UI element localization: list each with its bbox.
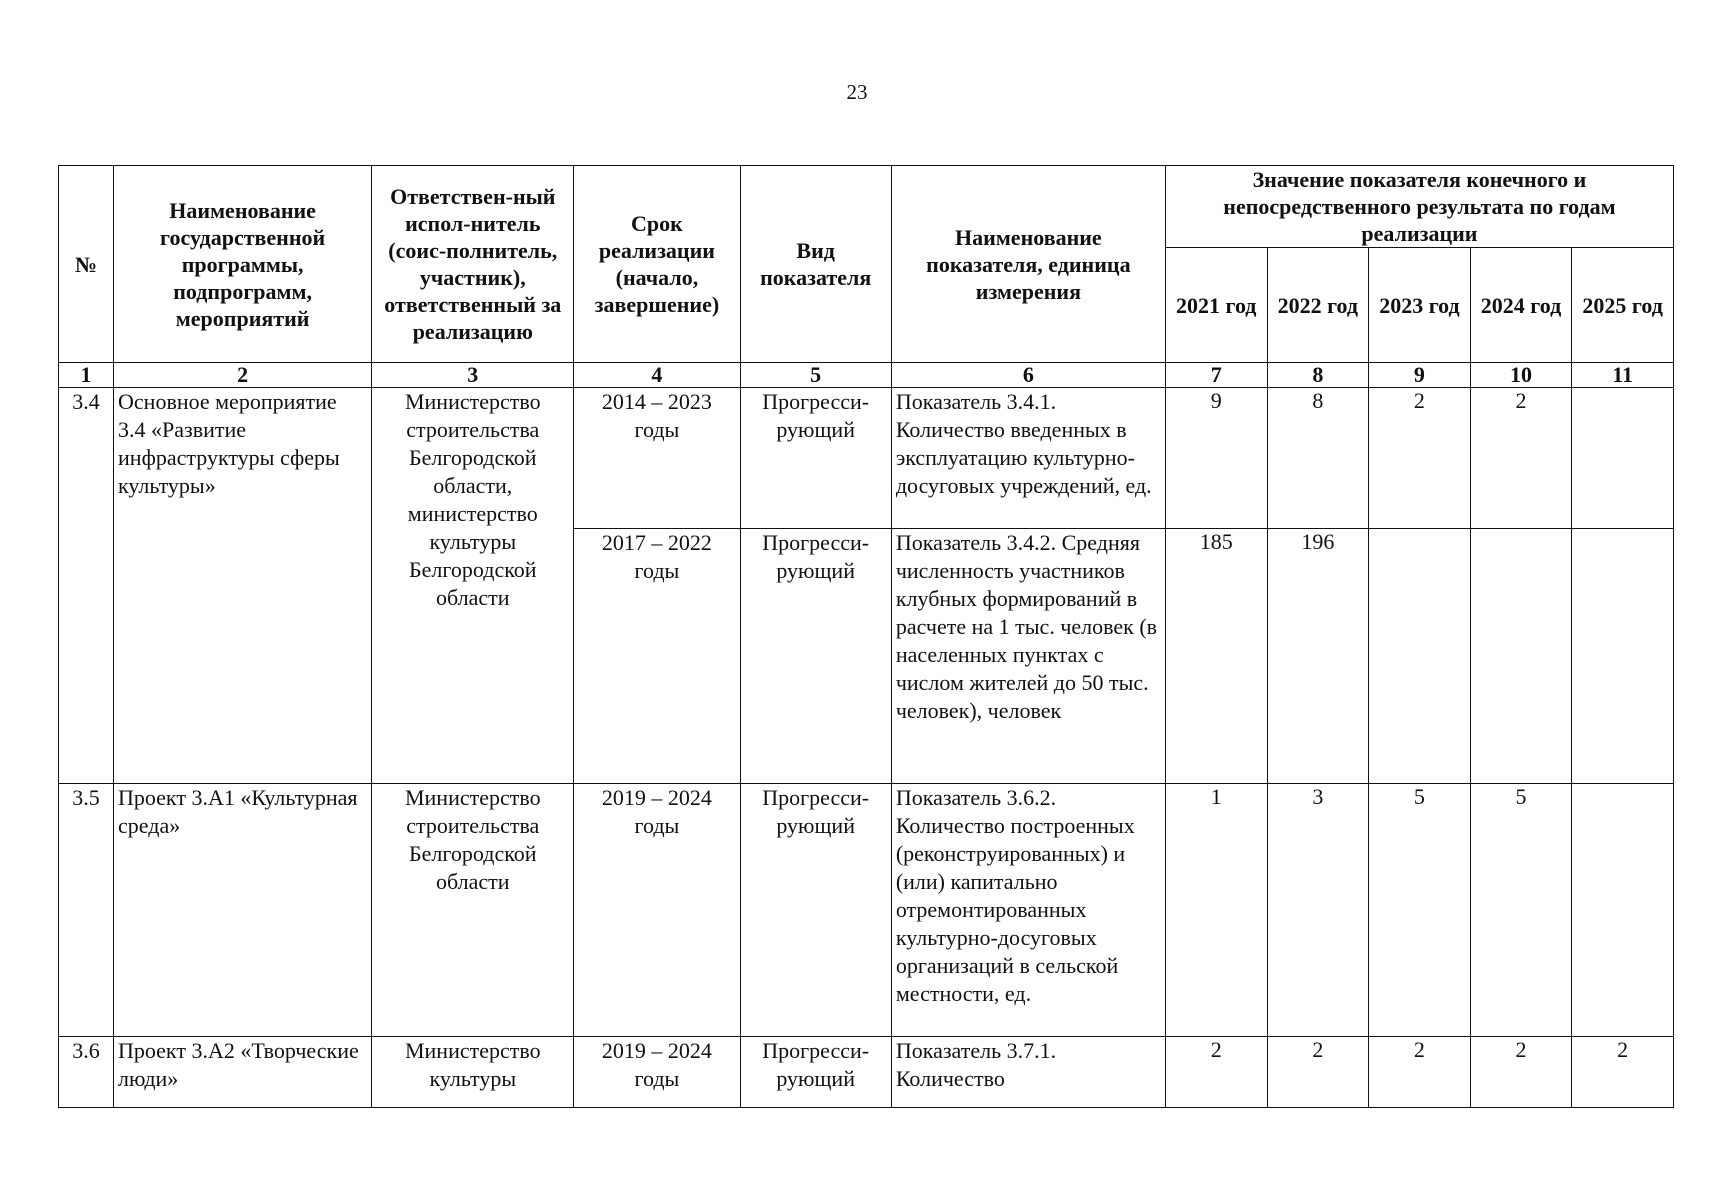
row-program: Основное мероприятие 3.4 «Развитие инфраструктуры сферы культуры» bbox=[114, 388, 372, 784]
header-values-group: Значение показателя конечного и непосредственного результата по годам реализации bbox=[1165, 166, 1673, 248]
header-term: Срок реализации (начало, завершение) bbox=[574, 166, 740, 363]
page-number: 23 bbox=[846, 80, 868, 104]
row-value-2023 bbox=[1369, 529, 1471, 784]
header-year: 2023 год bbox=[1369, 248, 1471, 363]
row-no: 3.6 bbox=[59, 1037, 114, 1108]
row-value-2022: 2 bbox=[1267, 1037, 1369, 1108]
row-value-2022: 196 bbox=[1267, 529, 1369, 784]
row-indicator-name: Показатель 3.7.1. Количество bbox=[891, 1037, 1165, 1108]
row-value-2025: 2 bbox=[1572, 1037, 1674, 1108]
header-indicator-type: Вид показателя bbox=[740, 166, 891, 363]
row-indicator-name: Показатель 3.4.2. Средняя численность участников клубных формирований в расчете на 1 тыс. человек (в населенных пунктах с числом жителей до 50 тыс. человек), человек bbox=[891, 529, 1165, 784]
header-no: № bbox=[59, 166, 114, 363]
header-year: 2022 год bbox=[1267, 248, 1369, 363]
row-term: 2014 – 2023 годы bbox=[574, 388, 740, 529]
row-value-2021: 185 bbox=[1165, 529, 1267, 784]
indicators-table bbox=[58, 165, 1674, 1108]
row-program: Проект 3.А2 «Творческие люди» bbox=[114, 1037, 372, 1108]
row-indicator-name: Показатель 3.4.1. Количество введенных в эксплуатацию культурно-досуговых учреждений, ед. bbox=[891, 388, 1165, 529]
row-value-2025 bbox=[1572, 529, 1674, 784]
header-responsible: Ответствен-ный испол-нитель (соис-полнитель, участник), ответственный за реализацию bbox=[372, 166, 574, 363]
row-value-2024: 2 bbox=[1470, 388, 1572, 529]
row-value-2021: 2 bbox=[1165, 1037, 1267, 1108]
row-program: Проект 3.А1 «Культурная среда» bbox=[114, 784, 372, 1037]
row-term: 2019 – 2024 годы bbox=[574, 1037, 740, 1108]
column-number: 10 bbox=[1470, 363, 1572, 388]
header-program: Наименование государственной программы, подпрограмм, мероприятий bbox=[114, 166, 372, 363]
row-term: 2019 – 2024 годы bbox=[574, 784, 740, 1037]
row-value-2022: 3 bbox=[1267, 784, 1369, 1037]
column-numbers-row bbox=[59, 363, 1674, 388]
header-year: 2021 год bbox=[1165, 248, 1267, 363]
column-number: 1 bbox=[59, 363, 114, 388]
column-number: 4 bbox=[574, 363, 740, 388]
row-indicator-type: Прогресси-рующий bbox=[740, 388, 891, 529]
row-value-2023: 2 bbox=[1369, 1037, 1471, 1108]
table-row bbox=[59, 1037, 1674, 1108]
header-year: 2024 год bbox=[1470, 248, 1572, 363]
row-indicator-type: Прогресси-рующий bbox=[740, 529, 891, 784]
header-indicator-name: Наименование показателя, единица измерения bbox=[891, 166, 1165, 363]
row-value-2023: 5 bbox=[1369, 784, 1471, 1037]
row-value-2024 bbox=[1470, 529, 1572, 784]
row-indicator-name: Показатель 3.6.2. Количество построенных (реконструированных) и (или) капитально отремонтированных культурно-досуговых организаций в сельской местности, ед. bbox=[891, 784, 1165, 1037]
row-value-2023: 2 bbox=[1369, 388, 1471, 529]
column-number: 8 bbox=[1267, 363, 1369, 388]
row-no: 3.5 bbox=[59, 784, 114, 1037]
row-value-2022: 8 bbox=[1267, 388, 1369, 529]
column-number: 9 bbox=[1369, 363, 1471, 388]
row-indicator-type: Прогресси-рующий bbox=[740, 1037, 891, 1108]
table-row bbox=[59, 388, 1674, 529]
row-value-2025 bbox=[1572, 784, 1674, 1037]
row-value-2024: 2 bbox=[1470, 1037, 1572, 1108]
column-number: 5 bbox=[740, 363, 891, 388]
row-value-2021: 9 bbox=[1165, 388, 1267, 529]
row-value-2024: 5 bbox=[1470, 784, 1572, 1037]
header-row-1 bbox=[59, 166, 1674, 248]
column-number: 3 bbox=[372, 363, 574, 388]
row-no: 3.4 bbox=[59, 388, 114, 784]
column-number: 2 bbox=[114, 363, 372, 388]
table-row bbox=[59, 784, 1674, 1037]
row-value-2025 bbox=[1572, 388, 1674, 529]
row-responsible: Министерство строительства Белгородской области, министерство культуры Белгородской области bbox=[372, 388, 574, 784]
row-responsible: Министерство культуры bbox=[372, 1037, 574, 1108]
row-term: 2017 – 2022 годы bbox=[574, 529, 740, 784]
column-number: 7 bbox=[1165, 363, 1267, 388]
row-indicator-type: Прогресси-рующий bbox=[740, 784, 891, 1037]
row-value-2021: 1 bbox=[1165, 784, 1267, 1037]
row-responsible: Министерство строительства Белгородской области bbox=[372, 784, 574, 1037]
column-number: 6 bbox=[891, 363, 1165, 388]
header-year: 2025 год bbox=[1572, 248, 1674, 363]
column-number: 11 bbox=[1572, 363, 1674, 388]
